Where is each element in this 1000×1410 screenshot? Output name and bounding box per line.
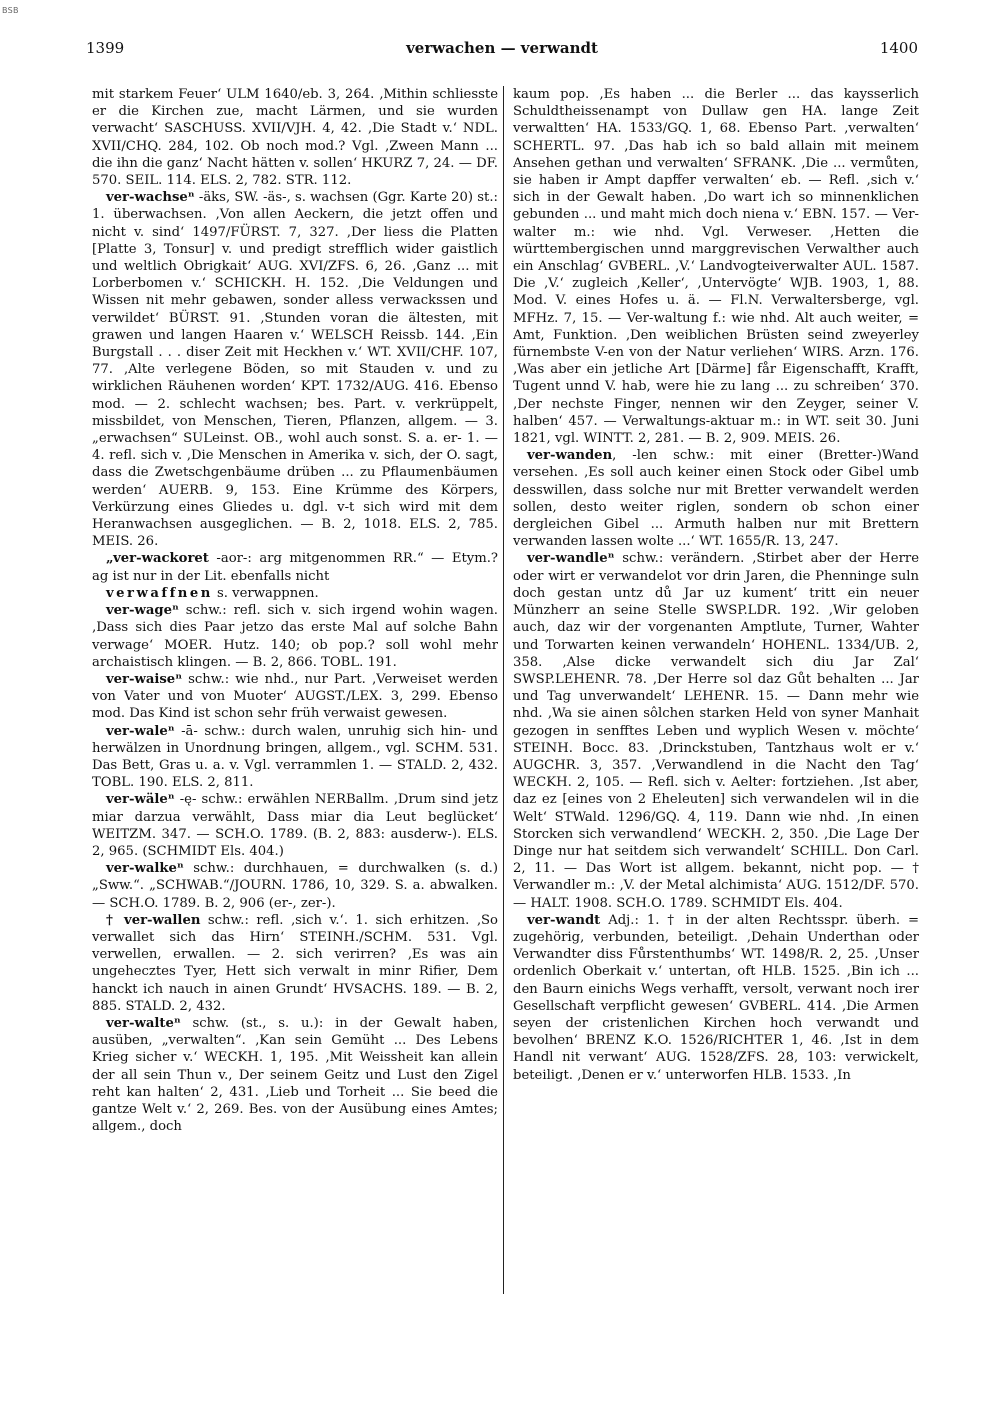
entry-headword: † ver-wallen <box>106 912 201 928</box>
library-stamp: BSB <box>2 6 19 15</box>
entry-text: -ā- schw.: durch walen, unruhig sich hin- und herwälzen in Unordnung bringen, allgem., vgl. SCHM. 531. Das Bett, Gras u. a. v. Vgl. verrammlen 1. — STALD. 2, 432. TOBL. 190. ELS. 2, 811. <box>92 723 498 791</box>
page-number-left: 1399 <box>86 39 125 57</box>
dictionary-entry <box>92 550 498 584</box>
dictionary-entry <box>92 602 498 671</box>
entry-headword: ver-wäleⁿ <box>106 792 175 808</box>
entry-text: schw. (st., s. u.): in der Gewalt haben, ausüben, „verwalten“. ‚Kan sein Gemüht ... Des Lebens Krieg sicher v.‘ WECKH. 1, 195. ‚Mit Weissheit kan allein der all sein Thun v., Der seinem Geitz und Lust den Zigel reht kan halten‘ 2, 431. ‚Lieb und Torheit ... Sie beed die gantze Welt v.‘ 2, 269. Bes. von der Ausübung eines Amtes; allgem., doch <box>92 1015 498 1135</box>
entry-headword: „ver-wackoret <box>106 551 209 567</box>
entry-text: s. verwappnen. <box>212 585 319 601</box>
entry-text: schw.: refl. ‚sich v.‘. 1. sich erhitzen. ‚So verwallet sich das Hirn‘ STEINH./SCHM. 531. Vgl. verwellen, erwallen. — 2. sich verirren? ‚Es was ain ungehecztes Tyer, Hett sich verwalt in minr Rifier, Dem hanckt ich nauch in ainen Grundt‘ HVSACHS. 189. — B. 2, 885. STALD. 2, 432. <box>92 912 498 1014</box>
entry-text: schw.: refl. sich v. sich irgend wohin wagen. ‚Dass sich dies Paar jetzo das erste Mal auf solche Bahn verwage‘ MOER. Hutz. 140; ob pop.? soll wohl mehr archaistisch klingen. — B. 2, 866. TOBL. 191. <box>92 603 498 670</box>
entry-text: kaum pop. ‚Es haben ... die Berler ... das kaysserlich Schuldtheissenampt von Dullaw gen HA. lange Zeit verwaltten‘ HA. 1533/GQ. 1, 68. Ebenso Part. ‚verwalten‘ SCHERTL. 97. ‚Das hab ich so bald allain mit meinem Ansehen gethan und verwalten‘ SFRANK. ‚Die ... vermůten, sie haben ir Ampt dapffer verwalten‘ eb. — Refl. ‚sich v.‘ sich in der Gewalt haben. ‚Do wart ich so minnenklichen gebunden ... und maht mich doch niena v.‘ EBN. 157. — Ver-walter m.: wie nhd. Vgl. Verweser. ‚Hetten die württembergischen unnd marggrevischen Verwalther auch ein Anschlag‘ GVBERL. ‚V.‘ Landvogteiverwalter AUL. 1587. Die ‚V.‘ zugleich ‚Keller‘, ‚Untervögte‘ WJB. 1903, 1, 88. Mod. V. eines Hofes u. ä. — Fl.N. Verwaltersberge, vgl. MFHz. 7, 15. — Ver-waltung f.: wie nhd. Alt auch weiter, = Amt, Funktion. ‚Den weiblichen Brüsten seind zweyerley fürnembste V-en von der Natur verliehen‘ WIRS. Arzn. 176. ‚Was aber ein jetliche Art [Därme] får Eigenschafft, Krafft, Tugent unnd V. hab, were hie zu lang ... zu schreiben‘ 370. ‚Der nechste Finger, nennen wir den Zeyger, seiner V. halben‘ 457. — Verwaltungs-aktuar m.: in WT. seit 30. Juni 1821, vgl. WINTT. 2, 281. — B. 2, 909. MEIS. 26. <box>513 87 919 447</box>
entry-continuation <box>92 86 498 189</box>
dictionary-entry <box>513 912 919 1084</box>
dictionary-entry <box>92 912 498 1015</box>
entry-text: Adj.: 1. † in der alten Rechtsspr. überh. = zugehörig, verbunden, beteiligt. ‚Dehain Underthan oder Verwandter diss Fůrstenthumbs‘ WT. 1498/R. 2, 25. ‚Unser ordenlich Oberkait v.‘ untertan, oft HLB. 1525. ‚Bin ich ... den Baurn einichs Wegs verhafft, versolt, verwant noch irer Gesellschaft verpflicht gewesen‘ GVBERL. 414. ‚Die Armen seyen der cristenlichen Kirchen hoch verwandt und bevolhen‘ BRENZ K.O. 1526/RICHTER 1, 46. ‚Ist in dem Handl nit verwant‘ AUG. 1528/ZFS. 28, 103: verwickelt, beteiligt. ‚Denen er v.‘ unterworfen HLB. 1533. ‚In <box>513 912 919 1083</box>
dictionary-entry <box>92 671 498 723</box>
dictionary-entry <box>92 189 498 550</box>
entry-text: -ę- schw.: erwählen NERBallm. ‚Drum sind jetz miar darzua verwählt, Dass miar dia Leut beglücket‘ WEITZM. 347. — SCH.O. 1789. (B. 2, 883: ausderw-). ELS. 2, 965. (SCHMIDT Els. 404.) <box>92 792 498 859</box>
running-title: verwachen — verwandt <box>406 39 598 57</box>
entry-headword: ver-waleⁿ <box>106 723 175 739</box>
page-number-right: 1400 <box>879 39 918 57</box>
entry-text: -äks, SW. -äs-, s. wachsen (Ggr. Karte 20) st.: 1. überwachsen. ‚Von allen Aeckern, die jetzt offen und nicht v. sind‘ 1497/FÜRST. 7, 327. ‚Der liess die Platten [Platte 3, Tonsur] v. und predigt strefflich wider gaistlich und weltlich Obrigkait‘ AUG. XVI/ZFS. 6, 26. ‚Ganz ... mit Lorberbomen v.‘ SCHICKH. H. 152. ‚Die Veldungen und Wissen nit mehr gebawen, sonder alless verwackssen und verwildet‘ BÜRST. 91. ‚Stunden voran die ältesten, mit grawen und langen Haaren v.‘ WELSCH Reissb. 144. ‚Ein Burgstall . . . diser Zeit mit Heckhen v.‘ WT. XVII/CHF. 107, 77. ‚Alte verlegene Böden, so mit Stauden v. und zu wirklichen Räuhenen worden‘ KPT. 1732/AUG. 416. Ebenso mod. — 2. schlecht wachsen; bes. Part. v. verkrüppelt, missbildet, von Menschen, Tieren, Pflanzen, allgem. — 3. „erwachsen“ SULeinst. OB., wohl auch sonst. S. a. er- 1. — 4. refl. sich v. ‚Die Menschen in Amerika v. sich, der O. sagt, dass die Zwetschgenbäume drüben ... zu Pflaumenbäumen werden‘ AUERB. 9, 153. Eine Krümme des Körpers, Verkürzung eines Gliedes u. dgl. v-t sich wird mit dem Heranwachsen ausgeglichen. — B. 2, 1018. ELS. 2, 785. MEIS. 26. <box>92 190 498 550</box>
dictionary-entry <box>92 723 498 792</box>
dictionary-entry <box>513 447 919 550</box>
entry-text: -aor-: arg mitgenommen RR.“ — Etym.? ag ist nur in der Lit. ebenfalls nicht <box>92 551 498 584</box>
column-divider <box>503 86 504 1294</box>
entry-text: , -len schw.: mit einer (Bretter-)Wand versehen. ‚Es soll auch keiner einen Stock oder Gibel umb desswillen, dass solche nur mit Bretter verwandelt werden sollen, desto weiter riglen, sondern ob schon einer dergleichen Gibel ... Armuth halben nur mit Brettern verwanden lassen wolte ...‘ WT. 1655/R. 13, 247. <box>513 448 919 550</box>
entry-headword: ver-walteⁿ <box>106 1015 181 1031</box>
entry-headword: ver-wageⁿ <box>106 603 179 619</box>
entry-text: schw.: durchhauen, = durchwalken (s. d.) „Sww.“. „SCHWAB.“/JOURN. 1786, 10, 329. S. a. abwalken. — SCH.O. 1789. B. 2, 906 (er-, zer-). <box>92 861 498 911</box>
entry-headword: ver-wandt <box>527 912 601 928</box>
entry-headword: ver-wachseⁿ <box>106 190 195 206</box>
right-column <box>513 86 919 1296</box>
entry-headword: ver-walkeⁿ <box>106 861 184 877</box>
entry-headword: verwaffnen <box>106 585 213 601</box>
entry-headword: ver-wandleⁿ <box>527 551 615 567</box>
entry-text: schw.: wie nhd., nur Part. ‚Verweiset werden von Vater und von Muoter‘ AUGST./LEX. 3, 299. Ebenso mod. Das Kind ist schon sehr früh verwaist gewesen. <box>92 671 498 722</box>
entry-text: mit starkem Feuer‘ ULM 1640/eb. 3, 264. ‚Mithin schliesste er die Kirchen zue, macht Lärmen, und sie wurden verwacht‘ SASCHUSS. XVII/VJH. 4, 42. ‚Die Stadt v.‘ NDL. XVII/CHQ. 284, 102. Ob noch mod.? Vgl. ‚Zween Mann ... die ihn die ganz‘ Nacht hätten v. sollen‘ HKURZ 7, 24. — DF. 570. SEIL. 114. ELS. 2, 782. STR. 112. <box>92 87 498 189</box>
entry-headword: ver-wanden <box>527 448 613 464</box>
dictionary-entry <box>92 585 498 602</box>
page-header <box>86 40 918 62</box>
entry-headword: ver-waiseⁿ <box>106 671 183 687</box>
dictionary-entry <box>92 860 498 912</box>
entry-text: schw.: verändern. ‚Stirbet aber der Herre oder wirt er verwandelot vor drin Jaren, die Phenninge suln doch gestan untz dů Jar uz kument‘ tritt ein neuer Münzherr an seine Stelle SWSP.LDR. 192. ‚Wir geloben auch, daz wir der vorgenanten Amptlute, Turner, Wahter und Torwarten keinen verwandeln‘ HOHENL. 1334/UB. 2, 358. ‚Alse dicke verwandelt sich diu Jar Zal‘ SWSP.LEHENR. 78. ‚Der Herre sol daz Gůt behalten ... Jar und Tag unverwandelt‘ LEHENR. 15. — Dann mehr wie nhd. ‚Wa sie ainen sôlchen starken Held von syner Manhait gezogen in senfftes Leben und wyplich Wesen v. möchte‘ STEINH. Bocc. 83. ‚Drinckstuben, Tantzhaus wolt er v.‘ AUGCHR. 3, 357. ‚Verwandlend in die Nacht den Tag‘ WECKH. 2, 105. — Refl. sich v. Aelter: fortziehen. ‚Ist aber, daz ez [eines von 2 Eheleuten] sich verwandelen wil in die Welt‘ STWald. 1296/GQ. 4, 119. Dann wie nhd. ‚In einen Storcken sich verwandlend‘ WECKH. 2, 350. ‚Die Lage Der Dinge nur hat seitdem sich verwandelt‘ SCHILL. Don Carl. 2, 11. — Das Wort ist allgem. bekannt, nicht pop. — † Verwandler m.: ‚V. der Metal alchimista‘ AUG. 1512/DF. 570. — HALT. 1908. SCH.O. 1789. SCHMIDT Els. 404. <box>513 551 919 911</box>
entry-continuation <box>513 86 919 447</box>
dictionary-entry <box>92 1015 498 1135</box>
left-column <box>92 86 498 1296</box>
dictionary-entry <box>92 791 498 860</box>
dictionary-entry <box>513 550 919 911</box>
